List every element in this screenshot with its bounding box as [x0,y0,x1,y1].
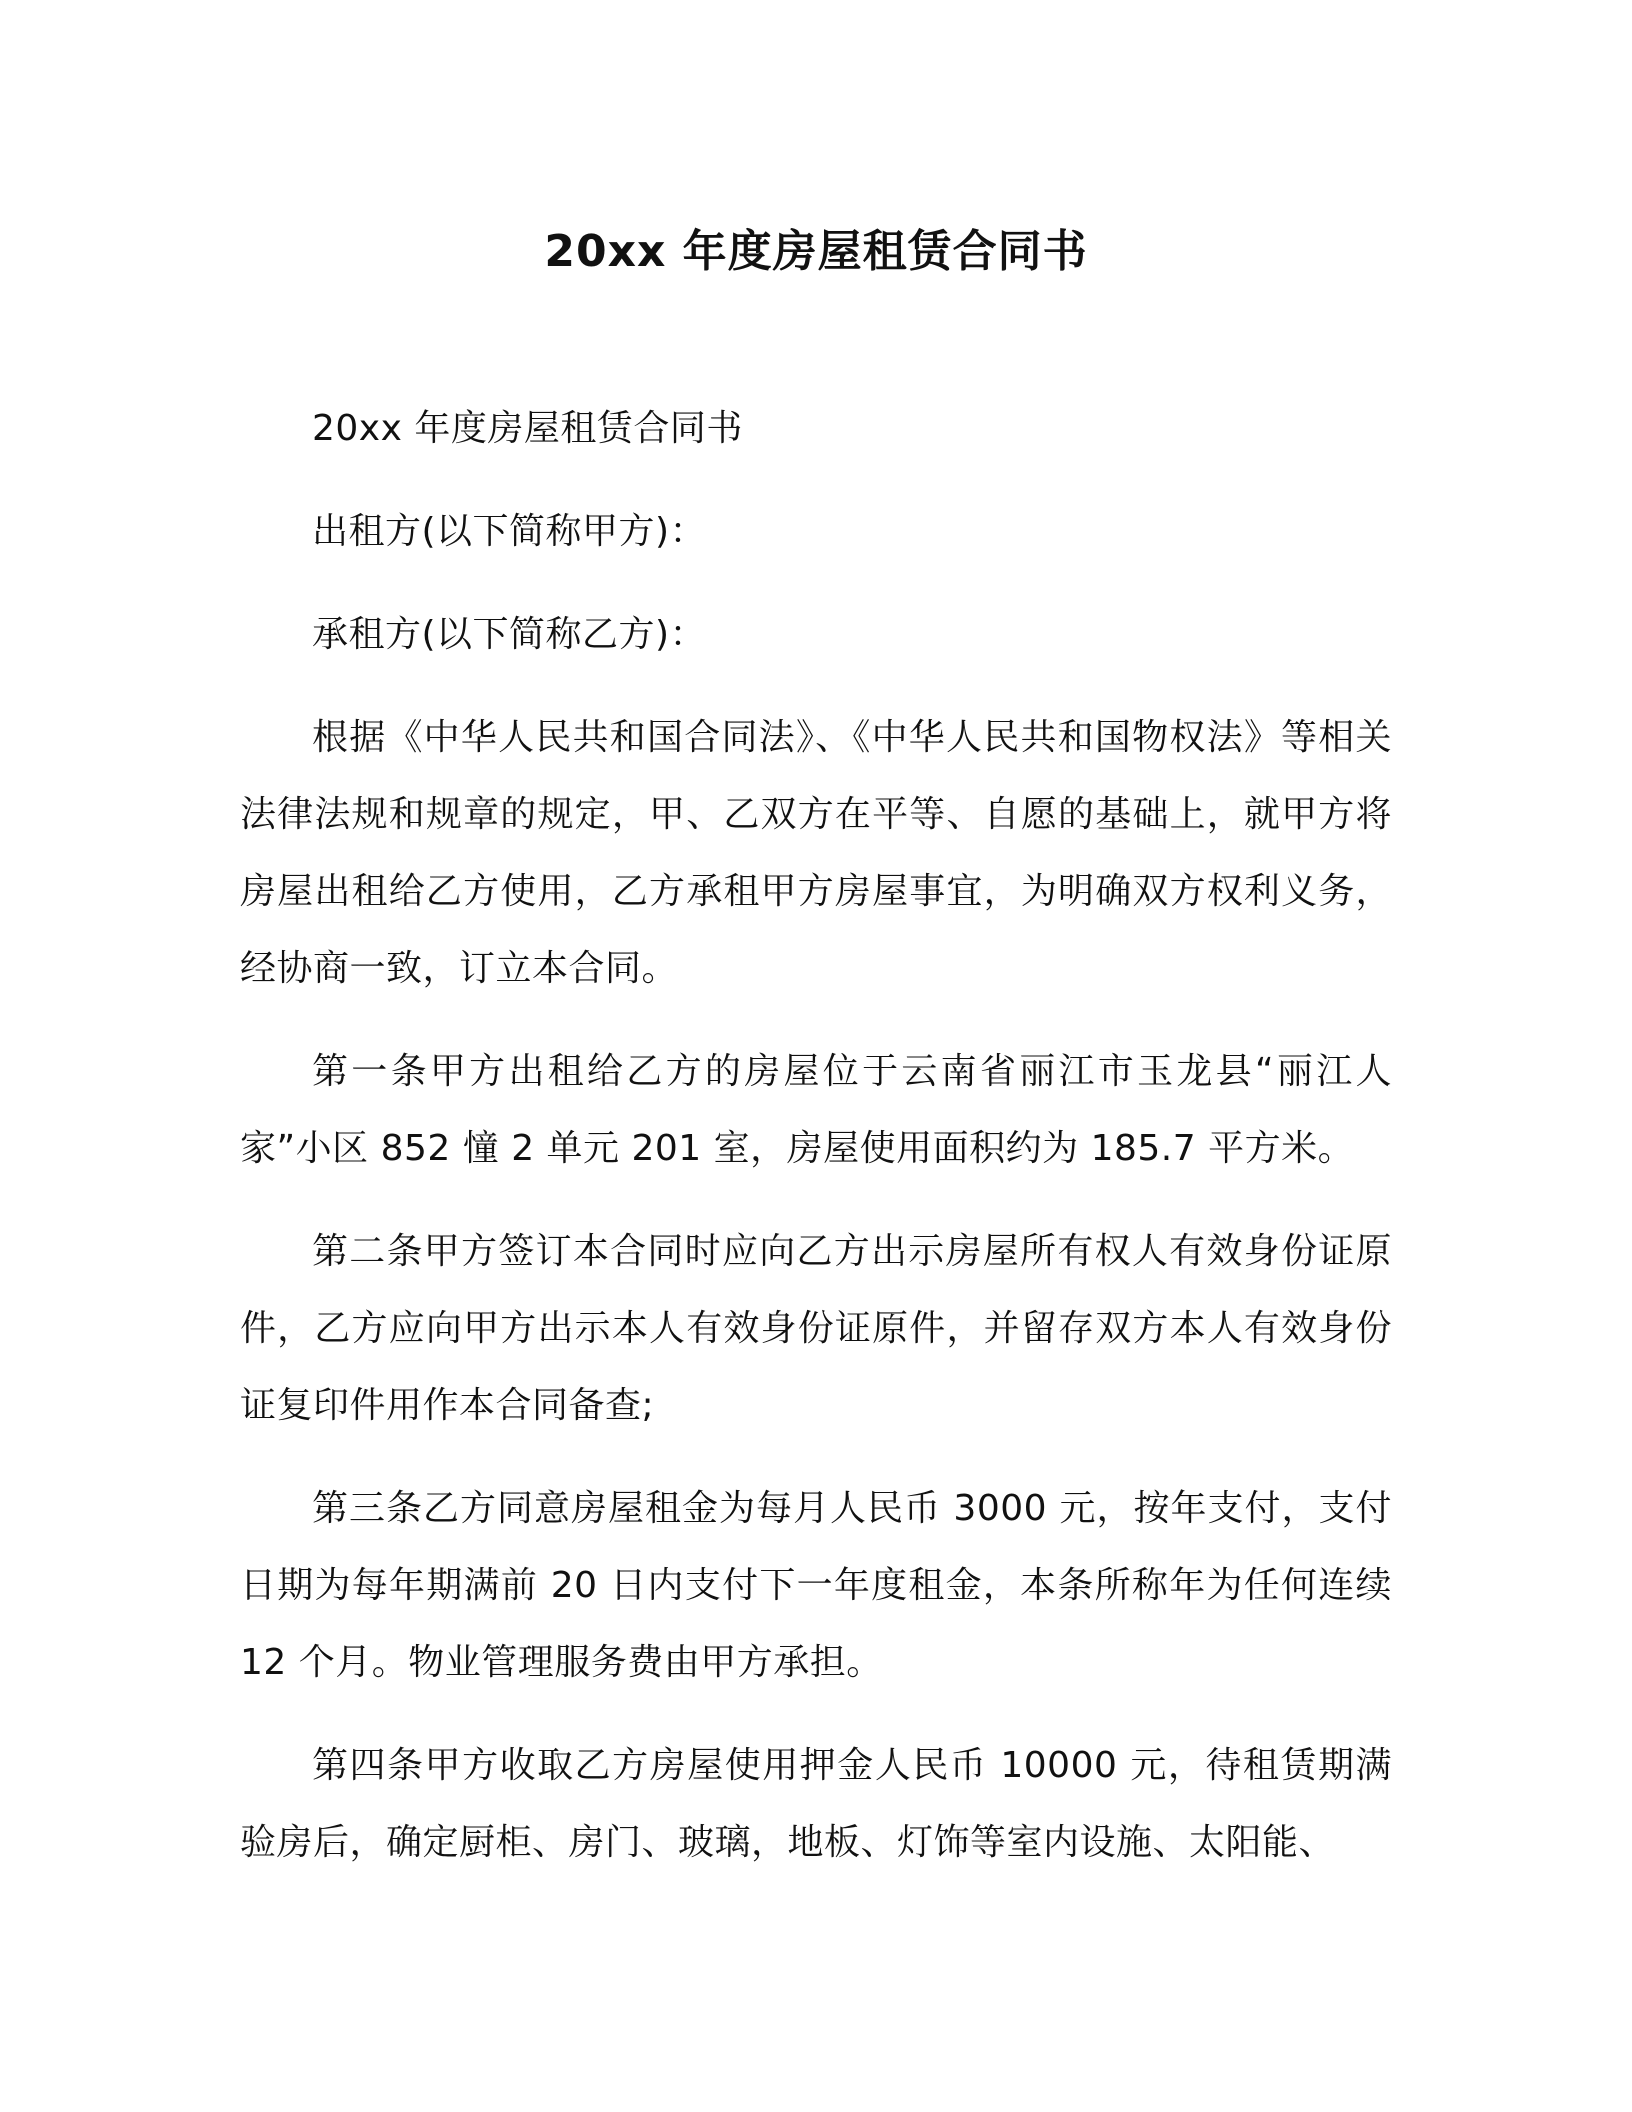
paragraph-lessee: 承租方(以下简称乙方)： [312,614,707,655]
document-body [240,390,1392,1907]
paragraph-article-2: 第二条甲方签订本合同时应向乙方出示房屋所有权人有效身份证原件，乙方应向甲方出示本人有效身份证原件，并留存双方本人有效身份证复印件用作本合同备查; [240,1231,1392,1426]
paragraph-preamble: 根据《中华人民共和国合同法》、《中华人民共和国物权法》等相关法律法规和规章的规定，甲、乙双方在平等、自愿的基础上，就甲方将房屋出租给乙方使用，乙方承租甲方房屋事宜，为明确双方权利义务，经协商一致，订立本合同。 [240,717,1392,989]
paragraph-article-4: 第四条甲方收取乙方房屋使用押金人民币 10000 元，待租赁期满验房后，确定厨柜、房门、玻璃，地板、灯饰等室内设施、太阳能、 [240,1745,1392,1863]
paragraph-subtitle: 20xx 年度房屋租赁合同书 [312,408,743,449]
paragraph-article-1: 第一条甲方出租给乙方的房屋位于云南省丽江市玉龙县“丽江人家”小区 852 憧 2 单元 201 室，房屋使用面积约为 185.7 平方米。 [240,1051,1392,1169]
document-title: 20xx 年度房屋租赁合同书 [544,226,1088,277]
paragraph-lessor: 出租方(以下简称甲方)： [312,511,707,552]
paragraph-article-3: 第三条乙方同意房屋租金为每月人民币 3000 元，按年支付，支付日期为每年期满前 20 日内支付下一年度租金，本条所称年为任何连续 12 个月。物业管理服务费由甲方承担。 [240,1488,1392,1683]
